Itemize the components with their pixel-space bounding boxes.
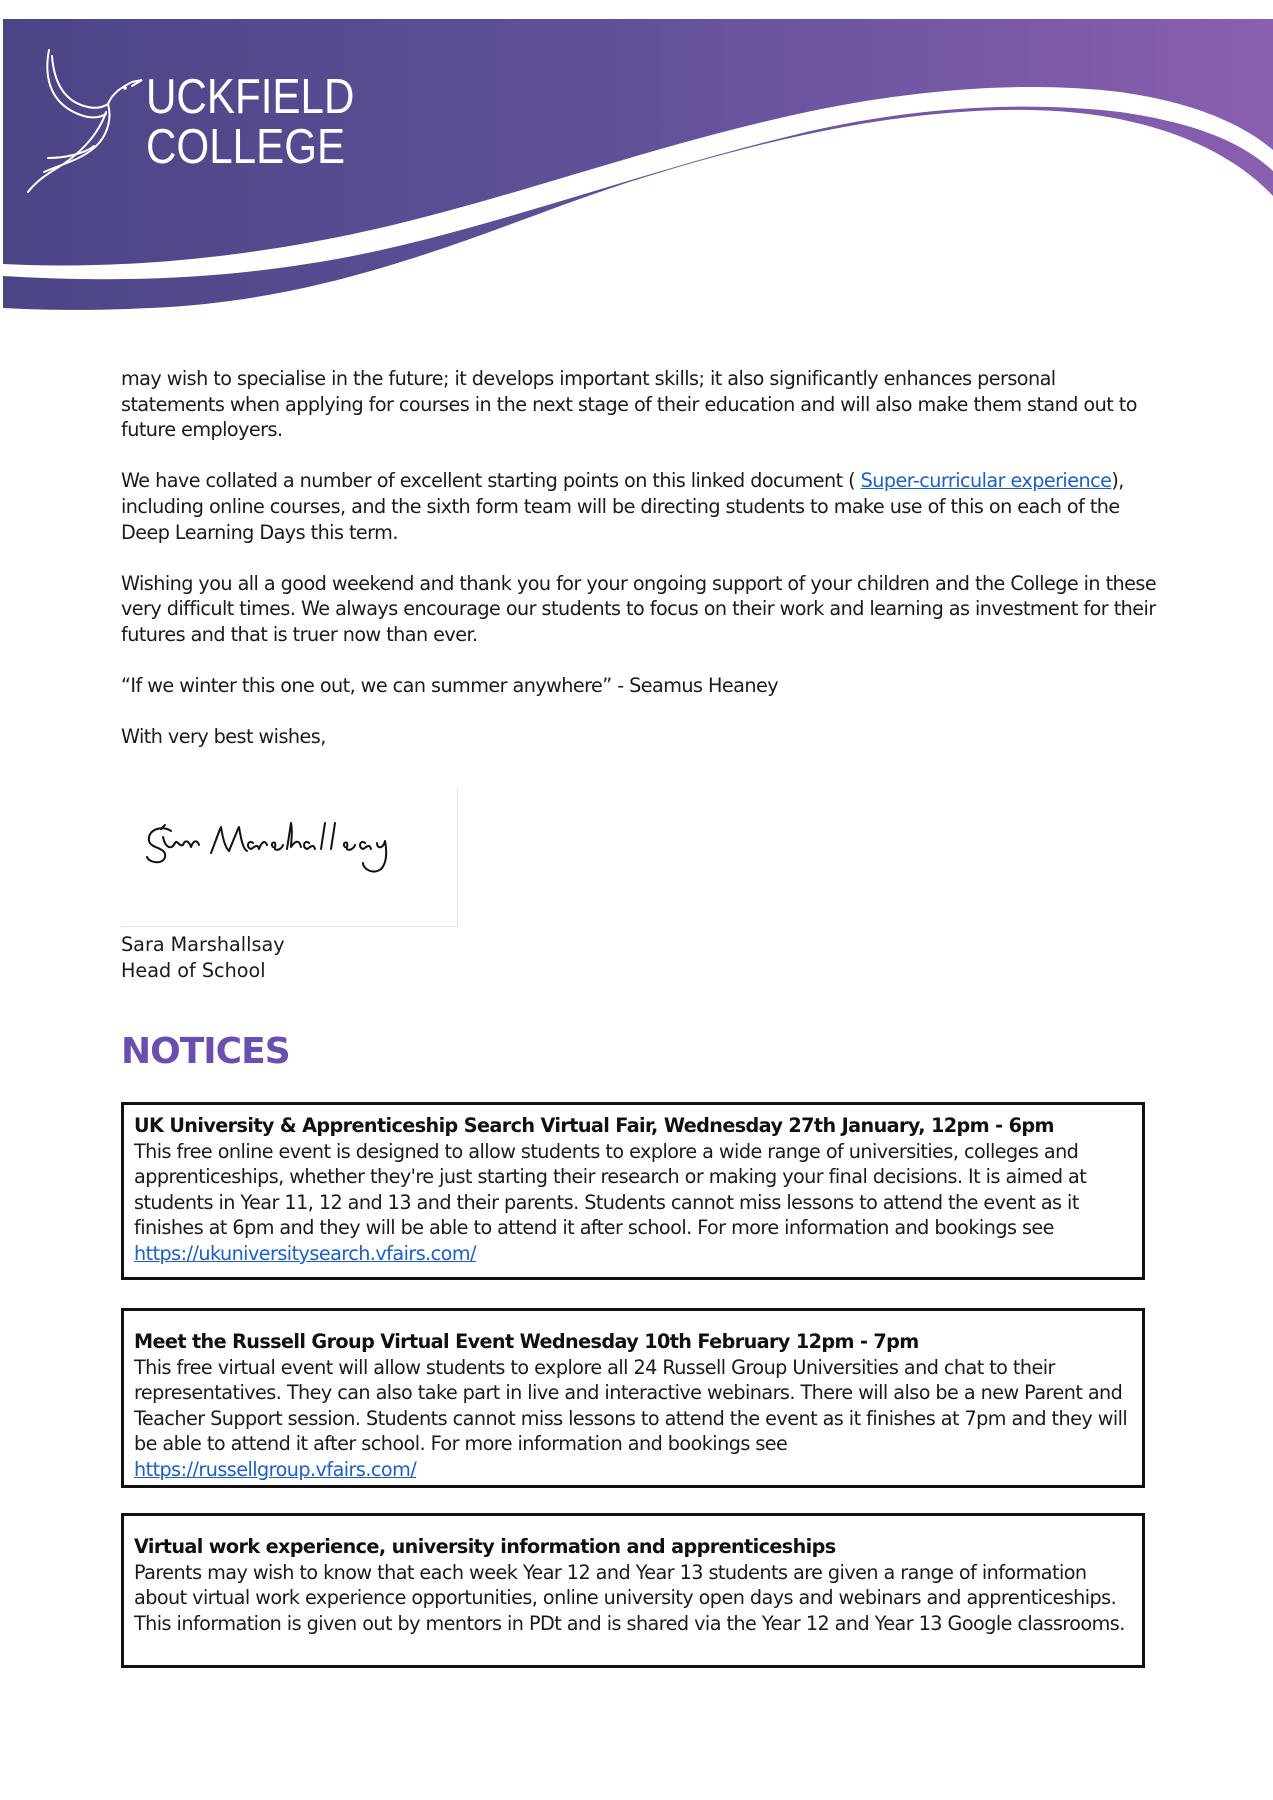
handwritten-signature-icon xyxy=(141,817,441,897)
notice-title: UK University & Apprenticeship Search Virtual Fair, Wednesday 27th January, 12pm - 6pm xyxy=(134,1114,1054,1137)
signer-block xyxy=(121,932,285,983)
paragraph-text: ), including online courses, and the sixth form team will be directing students to make use of this on each of the Deep Learning Days this term. xyxy=(121,469,1124,544)
signature-image xyxy=(121,787,458,927)
notice-body: This free virtual event will allow students to explore all 24 Russell Group Universities and chat to their representatives. They can also take part in live and interactive webinars. There will also be a new Parent and Teacher Support session. Students cannot miss lessons to attend the event as it finishes at 7pm and they will be able to attend it after school. For more information and bookings see xyxy=(134,1355,1128,1456)
sign-off: With very best wishes, xyxy=(121,725,326,749)
letter-body xyxy=(121,366,1161,750)
quote: “If we winter this one out, we can summer anywhere” - Seamus Heaney xyxy=(121,674,779,698)
letter-paragraph: Wishing you all a good weekend and thank you for your ongoing support of your children and the College in these very difficult times. We always encourage our students to focus on their work and learning as investment for their futures and that is truer now than ever. xyxy=(121,571,1157,646)
notice-body: Parents may wish to know that each week Year 12 and Year 13 students are given a range of information about virtual work experience opportunities, online university open days and webinars and apprenticeships. This information is given out by mentors in PDt and is shared via the Year 12 and Year 13 Google classrooms. xyxy=(134,1560,1125,1635)
letter-paragraph: may wish to specialise in the future; it develops important skills; it also significantly enhances personal statements when applying for courses in the next stage of their education and will also make them stand out to future employers. xyxy=(121,367,1137,442)
notice-box xyxy=(121,1102,1145,1280)
signer-role: Head of School xyxy=(121,958,266,982)
logo-line-1: UCKFIELD xyxy=(146,70,355,124)
dove-icon xyxy=(24,46,144,196)
notices-heading: NOTICES xyxy=(121,1031,290,1072)
notice-title: Virtual work experience, university information and apprenticeships xyxy=(134,1535,836,1558)
notice-body: This free online event is designed to allow students to explore a wide range of universities, colleges and apprenticeships, whether they're just starting their research or making your final decisions. It is aimed at students in Year 11, 12 and 13 and their parents. Students cannot miss lessons to attend the event as it finishes at 6pm and they will be able to attend it after school. For more information and bookings see xyxy=(134,1139,1087,1240)
notice-title: Meet the Russell Group Virtual Event Wednesday 10th February 12pm - 7pm xyxy=(134,1330,919,1353)
notice-box xyxy=(121,1308,1145,1488)
super-curricular-link[interactable]: Super-curricular experience xyxy=(860,469,1112,493)
college-logo-text xyxy=(146,72,354,172)
letter-paragraph-with-link xyxy=(121,468,1161,545)
notice-link[interactable]: https://ukuniversitysearch.vfairs.com/ xyxy=(134,1241,476,1265)
notice-box xyxy=(121,1513,1145,1668)
signer-name: Sara Marshallsay xyxy=(121,933,285,956)
paragraph-text: We have collated a number of excellent starting points on this linked document ( xyxy=(121,469,861,493)
logo-line-2: COLLEGE xyxy=(146,120,346,174)
notice-link[interactable]: https://russellgroup.vfairs.com/ xyxy=(134,1457,417,1481)
header-banner xyxy=(0,0,1273,320)
